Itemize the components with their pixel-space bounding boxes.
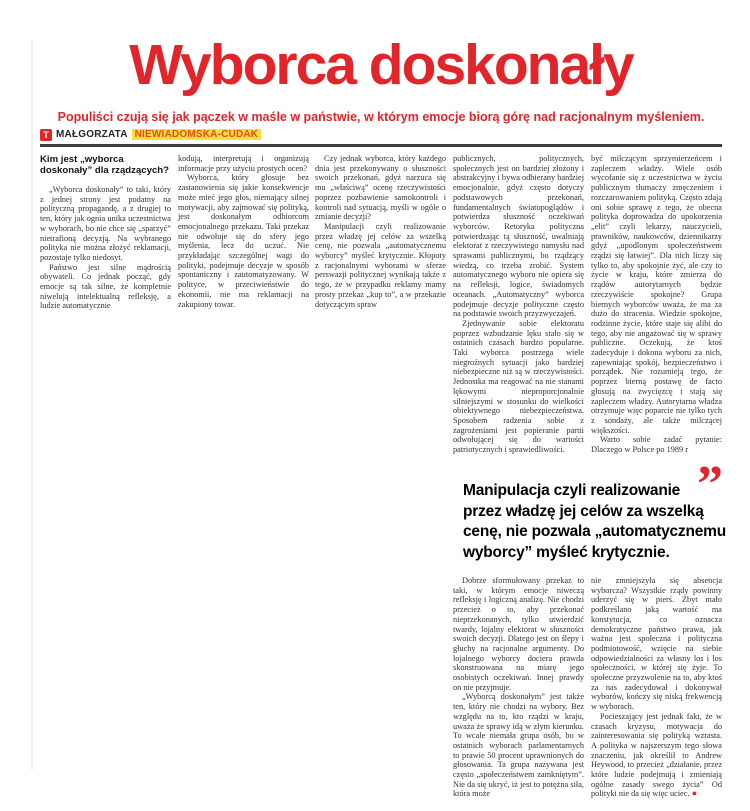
pull-quote-line: cenę, nie pozwala „automatycznemu bbox=[463, 523, 727, 540]
article-column-1 bbox=[40, 154, 171, 311]
paragraph: Warto sobie zadać pytanie: Dlaczego w Polsce po 1989 r bbox=[591, 435, 722, 455]
paragraph: Dobrze sformułowany przekaz to taki, w którym emocje niweczą refleksję i logiczną analizę. Nie chodzi przecież o to, aby przekonać nieprzekonanych, tylko utwierdzić twardy, lojalny elektorat w słuszności swoich decyzji. Dlatego jest on ślepy i głuchy na racjonalne argumenty. Do lojalnego wyborcy dociera prawda skonstruowana na miarę jego osobistych oczekiwań. Innej prawdy on nie przyjmuje. bbox=[453, 576, 584, 692]
article-column-5 bbox=[591, 154, 722, 455]
paragraph: Czy jednak wyborca, który każdego dnia jest przekonywany o słuszności swoich przekonań, gdyż narzuca się mu „właściwą” ocenę rzeczywistości poprzez pozbawienie samokontroli i kontroli nad sytuacją, myśli w ogóle o zmianie decyzji? bbox=[315, 154, 446, 222]
paragraph: publicznych, politycznych, społecznych jest on bardziej złożony i abstrakcyjny i bywa odbierany bardziej emocjonalnie, gdyż często dotyczy podstawowych przekonań, fundamentalnych światopoglądów i potwierdza słuszność oczekiwań wyborców. Retoryka polityczna potwierdzając tą słuszność, uwalniają elektorat z rzeczywistego namysłu nad sprawami publicznymi, bo rządzący wiedzą, co trzeba zrobić. System automatycznego wyboru nie opiera się na refleksji, logice, świadomych oceanach. „Automatyczny” wyborca podejmuje decyzje polityczne często na podstawie swoich przyzwyczajeń. bbox=[453, 154, 584, 319]
article-end-dot: ● bbox=[691, 788, 698, 799]
byline bbox=[40, 128, 261, 141]
pull-quote bbox=[453, 456, 727, 563]
article-column-4 bbox=[453, 154, 584, 455]
paragraph: Zjednywanie sobie elektoratu poprzez wzbudzanie lęku stało się w ostatnich czasach bardzo popularne. Taki wyborca postrzega wiele niegroźnych sytuacji jako bardziej niebezpieczne niż są w rzeczywistości. Jednostka ma reagować na nie stanami lękowymi nieproporcjonalnie silniejszymi w stosunku do wielkości obiektywnego niebezpieczeństwa. Sposobem radzenia sobie z zagrożeniami jest popieranie partii odwołującej się do wartości patriotycznych i sprawiedliwości. bbox=[453, 318, 584, 455]
header-divider-rule bbox=[40, 144, 722, 147]
pull-quote-line: przez władzę jej celów za wszelką bbox=[463, 502, 704, 520]
page-title: Wyborca doskonały bbox=[129, 33, 633, 97]
article-column-2 bbox=[178, 154, 309, 309]
paragraph: kodują, interpretują i organizują informacje przy użyciu prostych ocen? bbox=[178, 154, 309, 173]
paragraph bbox=[591, 712, 722, 799]
paragraph: nie zmniejszyła się absencja wyborcza? Wszystkie rządy powinny uderzyć się w pierś. Zbyt mało podkreślano jaką wartość ma konstytucja, co oznacza demokratyczne państwo prawa, jak ważna jest społeczna i polityczna podmiotowość, wzięcie na siebie odpowiedzialności za własny los i los społeczności, w której się żyje. To społeczne przyzwolenie na to, aby ktoś za nas zadecydował i dokonywał wyborów, kończy się niską frekwencją w wyborach. bbox=[591, 576, 722, 712]
paragraph-text: Pocieszający jest jednak fakt, że w czasach kryzysu, motywacja do zainteresowania się polityką wzrasta. A polityka w najszerszym tego słowa znaczeniu, jak określił to Andrew Heywood, to przecież „działanie, przez które ludzie podejmują i zmieniają ogólne zasady swego życia” Od polityki nie da się więc uciec. bbox=[591, 711, 722, 799]
author-last-name: NIEWIADOMSKA-CUDAK bbox=[132, 129, 262, 140]
pull-quote-line: wyborcy” myśleć krytycznie. bbox=[463, 543, 670, 561]
pull-quote-line: Manipulacja czyli realizowanie bbox=[463, 482, 681, 499]
quote-mark-icon: ” bbox=[697, 456, 723, 513]
publication-logo-icon: T bbox=[40, 129, 52, 141]
article-column-3 bbox=[315, 154, 446, 309]
paragraph: Wyborca, który głosuje bez zastanowienia się jakie konsekwencje może mieć jego głos, niemający silnej motywacji, aby zajmować się polityką, jest doskonałym odbiorcom emocjonalnego przekazu. Taki przekaz nie odwołuje się do sfery jego myślenia, lecz do uczuć. Nie przykładając szczególnej wagi do polityki, podejmuje decyzje w sposób spontaniczny i zautomatyzowany. W polityce, w przeciwieństwie do ekonomii, nie ma reklamacji na zakupiony towar. bbox=[178, 173, 309, 309]
paragraph: być milczącym sprzymierzeńcem i zapleczem władzy. Wiele osób wycofanie się z uczestnictwa w życiu publicznym tłumaczy zmęczeniem i rozczarowaniem polityką. Często zdają oni sobie sprawę z tego, że obecna polityka doprowadza do upokorzenia „elit” czyli lekarzy, nauczycieli, prawników, naukowców, dziennikarzy gdyż „upodlonym społeczeństwem rządzi się łatwiej”. Dla nich liczy się tylko to, aby spokojnie żyć, ale czy to życie w kraju, które zmierza do rządów autorytarnych będzie rzeczywiście spokojne? Grupa biernych wyborców uważa, że ma za dużo do stracenia. Wiedzie spokojne, rodzinne życie, które staje się alibi do tego, aby nie angażować się w sprawy publiczne. Oczekują, że ktoś zadecyduje i dokona wyboru za nich, zapewniając spokój, bezpieczeństwo i porządek. Nie rozumieją tego, że poprzez bierną postawę de facto głosują na zwycięzcę i stają się zapleczem władzy. Autorytarna władza otrzymuje więc poparcie nie tylko tych z sondaży, ale także milczącej większości. bbox=[591, 154, 722, 435]
paragraph: „Wyborca doskonały” to taki, który z jednej strony jest podatny na polityczną propagandę, a z drugiej to ten, który jak ognia unika uczestnictwa w wyborach, bo nie chce się „sparzyć” nietrafioną decyzją. Na wybranego polityka nie można złożyć reklamacji, pozostaje tylko niedosyt. bbox=[40, 185, 171, 262]
paragraph: „Wyborcą doskonałym” jest także ten, który nie chodzi na wybory. Bez względu na to, kto rządzi w kraju, uważa że sprawy idą w złym kierunku. To wcale niemała grupa osób, bo w ostatnich wyborach parlamentarnych to prawie 50 procent uprawnionych do głosowania. Ta grupa nazywana jest często „społeczeństwem zamkniętym”. Nie da się ukryć, iż jest to potężna siła, która może bbox=[453, 692, 584, 799]
section-heading: Kim jest „wyborca doskonały” dla rządzących? bbox=[40, 154, 170, 176]
paragraph: Manipulacji czyli realizowanie przez władzę jej celów za wszelką cenę, nie pozwala „automatycznemu wyborcy” myśleć krytycznie. Kłopoty z racjonalnymi wyborami w sferze perswazji politycznej wynikają także z tego, że w przypadku reklamy mamy prosty przekaz „kup to”, a w przekazie dotyczącym spraw bbox=[315, 221, 446, 309]
article-subtitle: Populiści czują się jak pączek w maśle w państwie, w którym emocje biorą górę nad racjonalnym myśleniem. bbox=[57, 110, 705, 124]
author-first-name: MAŁGORZATA bbox=[56, 129, 128, 140]
article-bottom-column-2 bbox=[591, 576, 722, 799]
article-bottom-column-1 bbox=[453, 576, 584, 799]
scan-artifact-line bbox=[31, 40, 33, 770]
paragraph: Państwo jest silne mądrością obywateli. Co jednak począć, gdy emocje są tak silne, że kompletnie niwelują intelektualną refleksję, a ludzie automatycznie bbox=[40, 262, 171, 311]
